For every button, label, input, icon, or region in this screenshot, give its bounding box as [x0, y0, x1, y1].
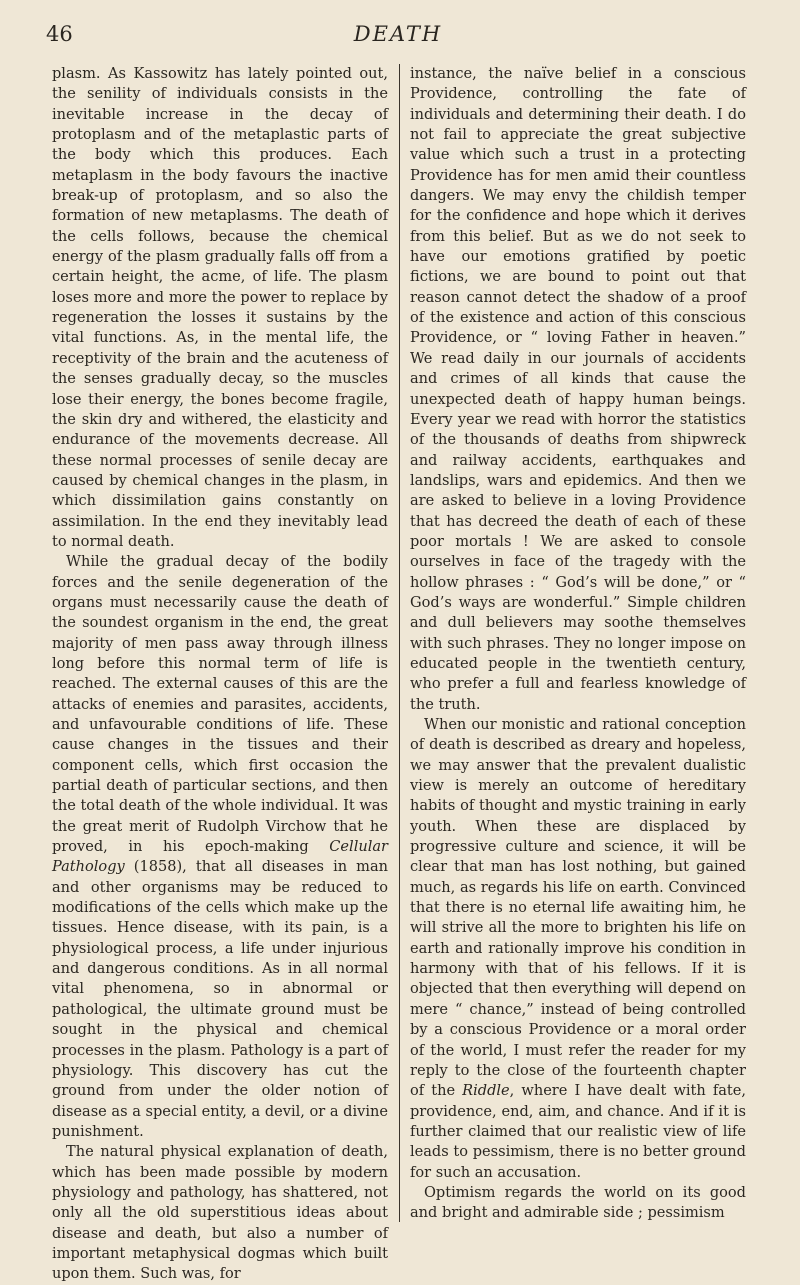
left-column: [52, 64, 388, 1285]
right-paragraph-1: instance, the naïve belief in a conscious Providence, controlling the fate of individuals and determining their death. I do not fail to appreciate the great subjective value which such a trust in a protecting Providence has for men amid their countless dangers. We may envy the childish temper for the confidence and hope which it derives from this belief. But as we do not seek to have our emotions gratified by poetic fictions, we are bound to point out that reason cannot detect the shadow of a proof of the existence and action of this conscious Providence, or “ loving Father in heaven.” We read daily in our journals of accidents and crimes of all kinds that cause the unexpected death of happy human beings. Every year we read with horror the statistics of the thousands of deaths from shipwreck and railway accidents, earthquakes and landslips, wars and epidemics. And then we are asked to believe in a loving Providence that has decreed the death of each of these poor mortals ! We are asked to console ourselves in face of the tragedy with the hollow phrases : “ God’s will be done,” or “ God’s ways are wonderful.” Simple children and dull believers may soothe themselves with such phrases. They no longer impose on educated people in the twentieth century, who prefer a full and fearless knowledge of the truth.: [410, 65, 746, 713]
running-title: DEATH: [353, 22, 443, 46]
left-paragraph-2-text-a: While the gradual decay of the bodily forces and the senile degeneration of the organs must necessarily cause the death of the soundest organism in the end, the great majority of men pass away through illness long before this normal term of life is reached. The external causes of this are the attacks of enemies and parasites, accidents, and unfavourable conditions of life. These cause changes in the tissues and their component cells, which first occasion the partial death of particular sections, and then the total death of the whole individual. It was the great merit of Rudolph Virchow that he proved, in his epoch-making: [52, 553, 388, 856]
right-column: [410, 64, 746, 1224]
left-paragraph-2-text-b: (1858), that all diseases in man and other organisms may be reduced to modifications of the cells which make up the tissues. Hence disease, with its pain, is a physiological process, a life under injurious and dangerous conditions. As in all normal vital phenomena, so in abnormal or pathological, the ultimate ground must be sought in the physical and chemical processes in the plasm. Pathology is a part of physiology. This discovery has cut the ground from under the older notion of disease as a special entity, a devil, or a divine punishment.: [52, 858, 388, 1140]
page-header: [46, 22, 750, 56]
left-paragraph-1: plasm. As Kassowitz has lately pointed out, the senility of individuals consists in the inevitable increase in the decay of protoplasm and of the metaplastic parts of the body which this produces. Each metaplasm in the body favours the inactive break-up of protoplasm, and so also the formation of new metaplasms. The death of the cells follows, because the chemical energy of the plasm gradually falls off from a certain height, the acme, of life. The plasm loses more and more the power to replace by regeneration the losses it sustains by the vital functions. As, in the mental life, the receptivity of the brain and the acuteness of the senses gradually decay, so the muscles lose their energy, the bones become fragile, the skin dry and withered, the elasticity and endurance of the movements decrease. All these normal processes of senile decay are caused by chemical changes in the plasm, in which dissimilation gains constantly on assimilation. In the end they inevitably lead to normal death.: [52, 65, 388, 550]
column-divider: [399, 64, 400, 1222]
left-paragraph-3: The natural physical explanation of death, which has been made possible by modern physiology and pathology, has shattered, not only all the old superstitious ideas about disease and death, but also a number of important metaphysical dogmas which built upon them. Such was, for: [52, 1143, 388, 1283]
riddle-title: Riddle: [462, 1082, 510, 1100]
right-paragraph-2: [410, 715, 746, 1183]
right-paragraph-2-text-b: , where I have dealt with fate, providence, end, aim, and chance. And if it is further claimed that our realistic view of life leads to pessimism, there is no better ground for such an accusation.: [410, 1082, 746, 1181]
page-number: 46: [46, 22, 73, 46]
right-paragraph-2-text-a: When our monistic and rational conception of death is described as dreary and hopeless, we may answer that the prevalent dualistic view is merely an outcome of hereditary habits of thought and mystic training in early youth. When these are displaced by progressive culture and science, it will be clear that man has lost nothing, but gained much, as regards his life on earth. Convinced that there is no eternal life awaiting him, he will strive all the more to brighten his life on earth and rationally improve his condition in harmony with that of his fellows. If it is objected that then everything will depend on mere “ chance,” instead of being controlled by a conscious Providence or a moral order of the world, I must refer the reader for my reply to the close of the fourteenth chapter of the: [410, 716, 746, 1100]
left-paragraph-2: [52, 552, 388, 1142]
right-paragraph-3: Optimism regards the world on its good and bright and admirable side ; pessimism: [410, 1183, 746, 1222]
cellular-pathology-title: Cellular Pathology: [52, 838, 388, 876]
